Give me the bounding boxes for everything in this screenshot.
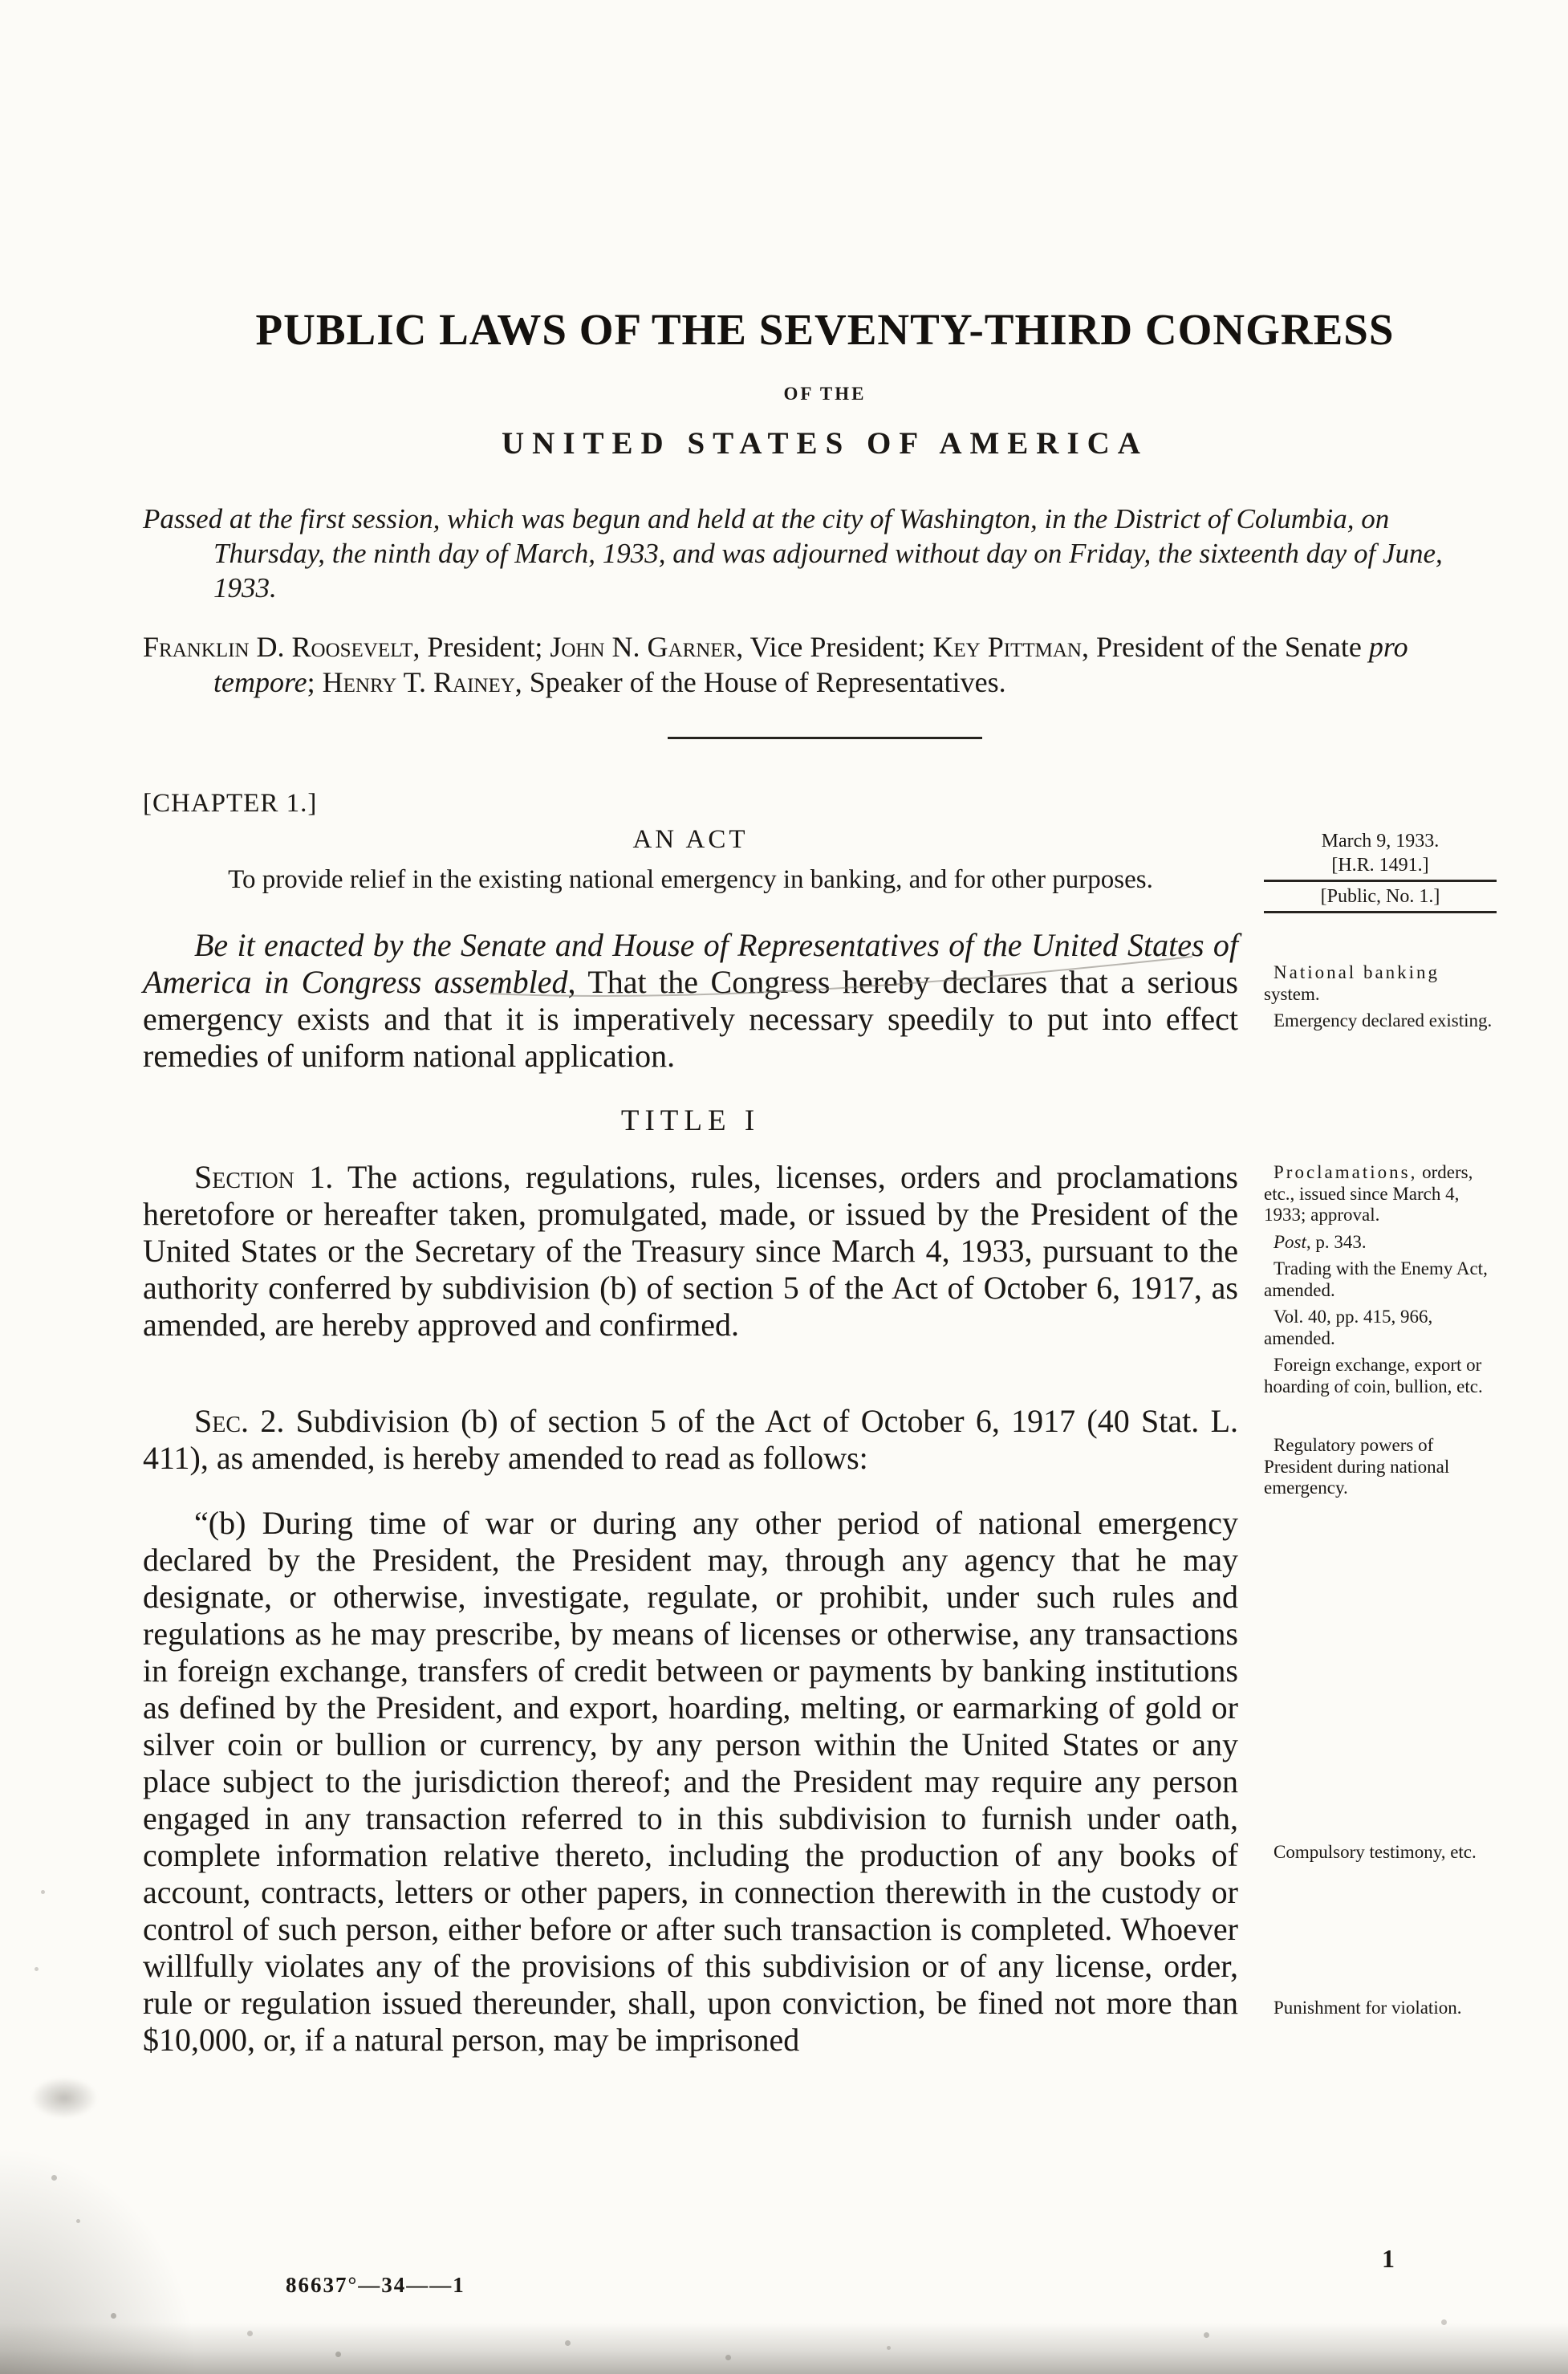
page-number: 1 <box>1382 2244 1395 2273</box>
margin-note-compulsory-testimony: Compulsory testimony, etc. <box>1273 1841 1477 1862</box>
margin-rule <box>1264 911 1497 913</box>
title-one-heading: TITLE I <box>620 1104 761 1137</box>
margin-note-bill-number: [H.R. 1491.] <box>1331 855 1429 876</box>
scan-speckle-artifacts <box>0 0 2 2</box>
margin-note-volume-reference: Vol. 40, pp. 415, 966, amended. <box>1264 1307 1433 1348</box>
margin-column <box>1264 789 1497 916</box>
margin-column <box>1264 1505 1497 2025</box>
margin-column <box>1264 927 1497 1038</box>
margin-column <box>1264 1403 1497 1505</box>
nation-title: UNITED STATES OF AMERICA <box>502 426 1148 461</box>
act-heading: AN ACT <box>632 825 749 854</box>
section-divider-rule <box>668 737 982 739</box>
section-1-paragraph: Section 1. The actions, regulations, rules, licenses, orders and proclamations heretofore or hereafter taken, promulgated, made, or issued by the President of the United States or the Secretary of the Treasury since March 4, 1933, pursuant to the authority conferred by subdivision (b) of section 5 of the Act of October 6, 1917, as amended, are hereby approved and confirmed. <box>143 1159 1238 1343</box>
margin-note-post-reference: Post, p. 343. <box>1273 1231 1367 1252</box>
officers-paragraph: Franklin D. Roosevelt, President; John N. Garner, Vice President; Key Pittman, President of the Senate pro tempore; Henry T. Rainey, Speaker of the House of Representatives. <box>143 631 1408 698</box>
act-header-section <box>143 789 1507 916</box>
margin-note-emergency-declared: Emergency declared existing. <box>1273 1010 1493 1030</box>
subsection-b <box>143 1505 1507 2059</box>
scan-smudge-artifact <box>30 2077 98 2119</box>
scan-bottom-edge <box>0 2323 1568 2374</box>
margin-rule <box>1264 880 1497 882</box>
document-header <box>143 305 1507 739</box>
margin-note-national-banking: National banking system. <box>1264 962 1440 1004</box>
session-note: Passed at the first session, which was begun and held at the city of Washington, in the District of Columbia, on Thursday, the ninth day of March, 1933, and was adjourned without day on Friday, the sixteenth day of June, 1933. <box>143 503 1443 604</box>
document-title: PUBLIC LAWS OF THE SEVENTY-THIRD CONGRESS <box>255 305 1395 354</box>
chapter-label: [CHAPTER 1.] <box>143 789 318 818</box>
margin-note-date: March 9, 1933. <box>1321 831 1440 852</box>
margin-note-trading-act: Trading with the Enemy Act, amended. <box>1264 1258 1488 1300</box>
main-column <box>143 1505 1238 2059</box>
margin-note-punishment: Punishment for violation. <box>1273 1998 1462 2018</box>
margin-note-foreign-exchange: Foreign exchange, export or hoarding of coin, bullion, etc. <box>1264 1355 1483 1396</box>
enacting-clause-paragraph: Be it enacted by the Senate and House of Representatives of the United States of America in Congress assembled, That the Congress hereby declares that a serious emergency exists and that it is imperatively necessary speedily to put into effect remedies of uniform national application. <box>143 927 1238 1074</box>
section-2-paragraph: Sec. 2. Subdivision (b) of section 5 of the Act of October 6, 1917 (40 Stat. L. 411), as amended, is hereby amended to read as follows: <box>143 1403 1238 1476</box>
section-1 <box>143 1159 1507 1403</box>
margin-column <box>1264 1162 1497 1403</box>
act-title: To provide relief in the existing national emergency in banking, and for other purposes. <box>228 865 1153 894</box>
subsection-b-paragraph: “(b) During time of war or during any other period of national emergency declared by the President, the President may, through any agency that he may designate, or otherwise, investigate, regulate, or prohibit, under such rules and regulations as he may prescribe, by means of licenses or otherwise, any transactions in foreign exchange, transfers of credit between or payments by banking institutions as defined by the President, and export, hoarding, melting, or earmarking of gold or silver coin or bullion or currency, by any person within the United States or any place subject to the jurisdiction thereof; and the President may require any person engaged in any transaction referred to in this subdivision to furnish under oath, complete information relative thereto, including the production of any books of account, contracts, letters or other papers, in connection therewith in the custody or control of such person, either before or after such transaction is completed. Whoever willfully violates any of the provisions of this subdivision or of any license, order, rule or regulation issued thereunder, shall, upon conviction, be fined not more than $10,000, or, if a natural person, may be imprisoned <box>143 1504 1238 2058</box>
margin-note-regulatory-powers: Regulatory powers of President during national emergency. <box>1264 1435 1450 1498</box>
of-the-label: OF THE <box>783 384 867 404</box>
margin-date-block <box>1264 829 1497 913</box>
margin-note-public-number: [Public, No. 1.] <box>1320 886 1440 907</box>
printer-mark: 86637°—34——1 <box>286 2273 465 2297</box>
main-column <box>143 789 1238 896</box>
main-column <box>143 1403 1238 1477</box>
margin-note-proclamations: Proclamations, orders, etc., issued since March 4, 1933; approval. <box>1264 1162 1473 1225</box>
scan-hairline-artifact <box>489 952 1196 1008</box>
section-2 <box>143 1403 1507 1505</box>
main-column <box>143 1159 1238 1344</box>
content-area <box>143 0 1507 2059</box>
